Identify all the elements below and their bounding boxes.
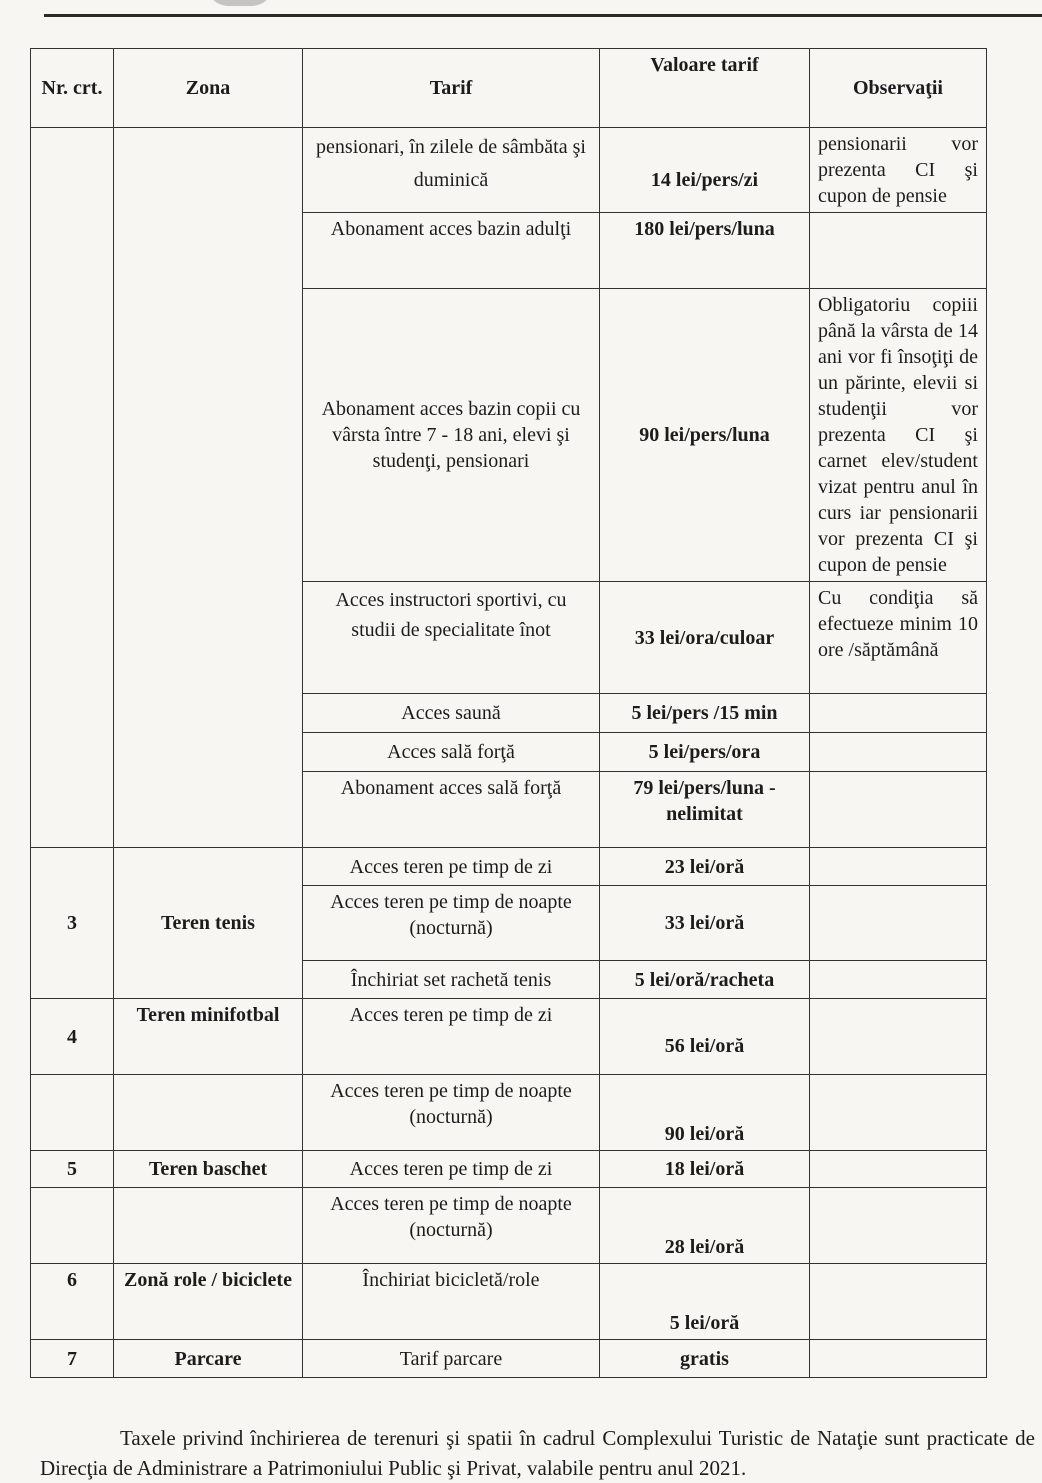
valoare-cell: gratis bbox=[600, 1340, 810, 1378]
header-divider bbox=[44, 14, 1042, 17]
observatii-cell bbox=[810, 694, 987, 733]
zona-cell: Zonă role / biciclete bbox=[114, 1264, 303, 1340]
zona-cell bbox=[114, 1075, 303, 1151]
header-zona: Zona bbox=[114, 49, 303, 128]
table-header-row bbox=[31, 49, 987, 128]
nr-cell: 5 bbox=[31, 1151, 114, 1188]
valoare-cell: 56 lei/oră bbox=[600, 999, 810, 1075]
table-row bbox=[31, 999, 987, 1075]
valoare-cell: 5 lei/pers /15 min bbox=[600, 694, 810, 733]
valoare-cell: 28 lei/oră bbox=[600, 1188, 810, 1264]
observatii-cell bbox=[810, 1151, 987, 1188]
observatii-cell bbox=[810, 1188, 987, 1264]
header-nr: Nr. crt. bbox=[31, 49, 114, 128]
valoare-cell: 90 lei/oră bbox=[600, 1075, 810, 1151]
observatii-cell bbox=[810, 213, 987, 289]
tarif-cell: Abonament acces bazin adulţi bbox=[303, 213, 600, 289]
zona-cell: Teren minifotbal bbox=[114, 999, 303, 1075]
table-row bbox=[31, 1075, 987, 1151]
tarif-cell: pensionari, în zilele de sâmbăta şi duminică bbox=[303, 128, 600, 213]
nr-cell bbox=[31, 1075, 114, 1151]
valoare-cell: 23 lei/oră bbox=[600, 848, 810, 886]
valoare-cell: 14 lei/pers/zi bbox=[600, 128, 810, 213]
nr-cell: 7 bbox=[31, 1340, 114, 1378]
valoare-cell: 90 lei/pers/luna bbox=[600, 289, 810, 582]
tarif-cell: Acces instructori sportivi, cu studii de specialitate înot bbox=[303, 582, 600, 694]
observatii-cell bbox=[810, 772, 987, 848]
tarif-cell: Închiriat set rachetă tenis bbox=[303, 961, 600, 999]
header-tarif: Tarif bbox=[303, 49, 600, 128]
valoare-cell: 18 lei/oră bbox=[600, 1151, 810, 1188]
observatii-cell bbox=[810, 848, 987, 886]
observatii-cell bbox=[810, 961, 987, 999]
nr-cell: 6 bbox=[31, 1264, 114, 1340]
tarif-cell: Acces teren pe timp de zi bbox=[303, 1151, 600, 1188]
observatii-cell bbox=[810, 733, 987, 772]
observatii-cell: pensionarii vor prezenta CI şi cupon de pensie bbox=[810, 128, 987, 213]
observatii-cell bbox=[810, 1075, 987, 1151]
table-row bbox=[31, 1264, 987, 1340]
table-row bbox=[31, 1340, 987, 1378]
tarif-cell: Acces teren pe timp de zi bbox=[303, 999, 600, 1075]
observatii-cell bbox=[810, 886, 987, 961]
logo-fragment bbox=[205, 0, 275, 6]
tarif-cell: Tarif parcare bbox=[303, 1340, 600, 1378]
valoare-cell: 5 lei/oră bbox=[600, 1264, 810, 1340]
valoare-cell: 79 lei/pers/luna - nelimitat bbox=[600, 772, 810, 848]
tarif-cell: Acces teren pe timp de noapte (nocturnă) bbox=[303, 1188, 600, 1264]
table-row bbox=[31, 1151, 987, 1188]
nr-cell bbox=[31, 1188, 114, 1264]
observatii-cell bbox=[810, 1340, 987, 1378]
observatii-cell: Obligatoriu copiii până la vârsta de 14 ani vor fi însoţiţi de un părinte, elevii si studenţii vor prezenta CI şi carnet elev/student vizat pentru anul în curs iar pensionarii vor prezenta CI şi cupon de pensie bbox=[810, 289, 987, 582]
table-row bbox=[31, 848, 987, 886]
tariff-table bbox=[30, 48, 987, 1378]
observatii-cell: Cu condiţia să efectueze minim 10 ore /săptămână bbox=[810, 582, 987, 694]
valoare-cell: 180 lei/pers/luna bbox=[600, 213, 810, 289]
header-observatii: Observaţii bbox=[810, 49, 987, 128]
zona-cell: Parcare bbox=[114, 1340, 303, 1378]
tarif-cell: Acces teren pe timp de noapte (nocturnă) bbox=[303, 1075, 600, 1151]
observatii-cell bbox=[810, 999, 987, 1075]
nr-cell bbox=[31, 128, 114, 848]
valoare-cell: 5 lei/pers/ora bbox=[600, 733, 810, 772]
tarif-cell: Acces teren pe timp de noapte (nocturnă) bbox=[303, 886, 600, 961]
zona-cell bbox=[114, 128, 303, 848]
tarif-cell: Acces sală forţă bbox=[303, 733, 600, 772]
zona-cell: Teren tenis bbox=[114, 848, 303, 999]
tarif-cell: Închiriat bicicletă/role bbox=[303, 1264, 600, 1340]
table-row bbox=[31, 1188, 987, 1264]
nr-cell: 3 bbox=[31, 848, 114, 999]
valoare-cell: 33 lei/oră bbox=[600, 886, 810, 961]
tarif-cell: Abonament acces sală forţă bbox=[303, 772, 600, 848]
valoare-cell: 5 lei/oră/racheta bbox=[600, 961, 810, 999]
observatii-cell bbox=[810, 1264, 987, 1340]
footer-note: Taxele privind închirierea de terenuri şi spatii în cadrul Complexului Turistic de Nataţie sunt practicate de Direcţia de Administrare a Patrimoniului Public şi Privat, valabile pentru anul 2021. bbox=[40, 1426, 1035, 1480]
valoare-cell: 33 lei/ora/culoar bbox=[600, 582, 810, 694]
zona-cell: Teren baschet bbox=[114, 1151, 303, 1188]
tarif-cell: Acces saună bbox=[303, 694, 600, 733]
header-valoare: Valoare tarif bbox=[600, 49, 810, 128]
tarif-cell: Acces teren pe timp de zi bbox=[303, 848, 600, 886]
table-row bbox=[31, 128, 987, 213]
tarif-cell: Abonament acces bazin copii cu vârsta între 7 - 18 ani, elevi şi studenţi, pensionari bbox=[303, 289, 600, 582]
nr-cell: 4 bbox=[31, 999, 114, 1075]
zona-cell bbox=[114, 1188, 303, 1264]
